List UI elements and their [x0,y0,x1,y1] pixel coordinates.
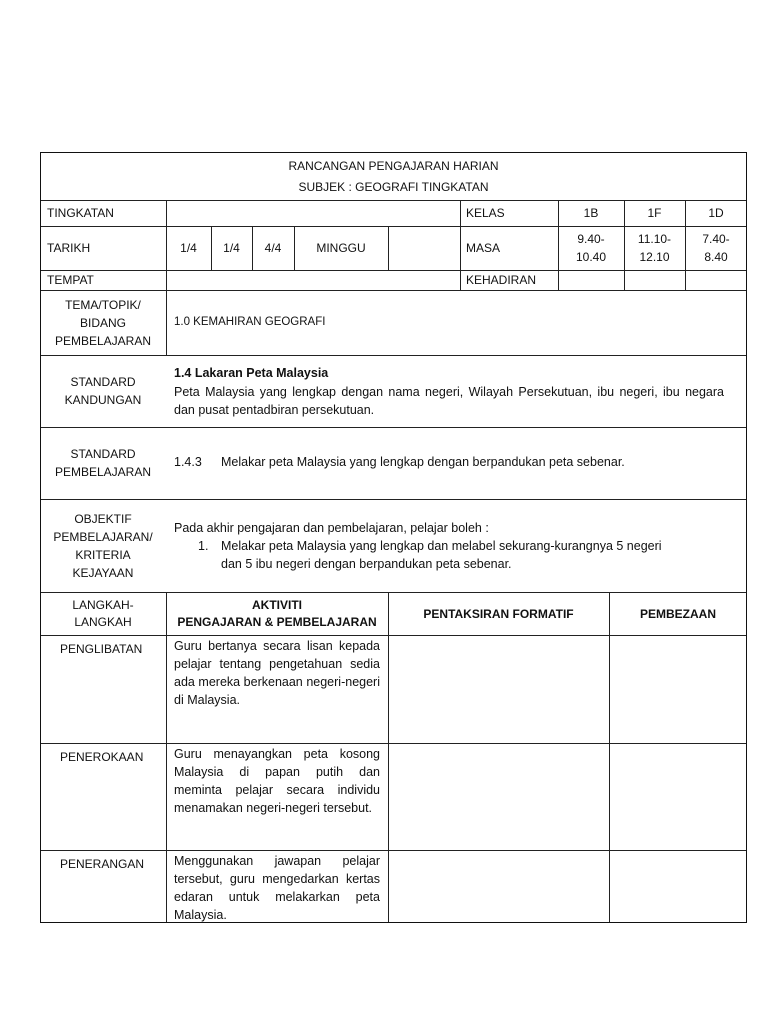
objektif-item-line2: dan 5 ibu negeri dengan berpandukan peta sebenar. [221,557,512,571]
standard-pembelajaran-text: Melakar peta Malaysia yang lengkap dengan berpandukan peta sebenar. [221,455,625,469]
standard-pembelajaran-label [40,429,166,497]
aktiviti-header-line: PENGAJARAN & PEMBELAJARAN [177,615,377,629]
class-1d: 1D [708,206,724,220]
time-1d [685,228,747,268]
time-1b [558,228,624,268]
pentaksiran-header: PENTAKSIRAN FORMATIF [423,606,574,621]
time-1f [624,228,685,268]
pembezaan-header: PEMBEZAAN [639,606,716,621]
activity-penerangan-text: Menggunakan jawapan pelajar tersebut, guru mengedarkan kertas edaran untuk melakarkan peta Malaysia. [174,854,380,922]
langkah-header-line: LANGKAH [74,615,132,629]
objektif-item-number: 1. [198,539,209,553]
time-1b-start: 9.40- [577,232,605,246]
time-1f-start: 11.10- [637,232,672,246]
tema-label [40,292,166,354]
date-1: 1/4 [180,241,197,255]
sp-label-line: PEMBELAJARAN [54,465,152,479]
aktiviti-header-line: AKTIVITI [252,598,302,613]
tarikh-label: TARIKH [47,241,91,255]
time-1f-end: 12.10 [639,250,670,264]
time-1b-end: 10.40 [575,250,607,264]
activity-penerokaan-text: Guru menayangkan peta kosong Malaysia di papan putih dan meminta pelajar secara individu menamakan negeri-negeri tersebut. [174,747,380,815]
sk-label-line: KANDUNGAN [64,393,142,407]
standard-kandungan-text: Peta Malaysia yang lengkap dengan nama negeri, Wilayah Persekutuan, ibu negeri, ibu negara dan pusat pentadbiran persekutuan. [174,385,724,417]
class-1f: 1F [647,206,662,220]
date-2: 1/4 [223,241,240,255]
objektif-intro: Pada akhir pengajaran dan pembelajaran, pelajar boleh : [174,521,489,535]
step-penglibatan: PENGLIBATAN [60,642,143,656]
plan-title: RANCANGAN PENGAJARAN HARIAN [288,159,499,173]
tema-value: 1.0 KEMAHIRAN GEOGRAFI [174,316,326,328]
obj-label-line: PEMBELAJARAN/ [53,529,153,544]
time-1d-end: 8.40 [704,250,728,264]
tempat-label: TEMPAT [47,273,94,287]
activity-penglibatan-text: Guru bertanya secara lisan kepada pelajar tentang pengetahuan sedia ada mereka berkenaan negeri-negeri di Malaysia. [174,639,380,707]
kehadiran-label: KEHADIRAN [466,273,537,287]
obj-label-line: OBJEKTIF [74,511,132,526]
objektif-label [40,501,166,590]
tingkatan-label: TINGKATAN [47,206,114,220]
kelas-label: KELAS [466,206,505,220]
tema-label-line: BIDANG [79,316,126,330]
standard-kandungan-title: 1.4 Lakaran Peta Malaysia [174,366,329,380]
subject-title: SUBJEK : GEOGRAFI TINGKATAN [298,180,489,194]
sp-label-line: STANDARD [70,447,136,461]
standard-kandungan-label [40,357,166,425]
obj-label-line: KRITERIA [75,547,131,562]
step-penerokaan: PENEROKAAN [60,750,144,764]
tema-label-line: TEMA/TOPIK/ [65,298,141,312]
minggu-label: MINGGU [316,241,366,255]
date-3: 4/4 [264,241,282,255]
langkah-header [40,594,166,634]
step-penerangan: PENERANGAN [60,857,145,871]
tema-label-line: PEMBELAJARAN [54,334,152,348]
aktiviti-header [166,594,388,634]
class-1b: 1B [583,206,599,220]
obj-label-line: KEJAYAAN [72,565,134,580]
langkah-header-line: LANGKAH- [72,598,134,613]
time-1d-start: 7.40- [702,232,730,246]
objektif-item-line1: Melakar peta Malaysia yang lengkap dan melabel sekurang-kurangnya 5 negeri [221,539,662,553]
lesson-plan-table [40,152,747,923]
masa-label: MASA [466,241,501,255]
sk-label-line: STANDARD [70,375,136,389]
standard-pembelajaran-code: 1.4.3 [174,455,202,469]
